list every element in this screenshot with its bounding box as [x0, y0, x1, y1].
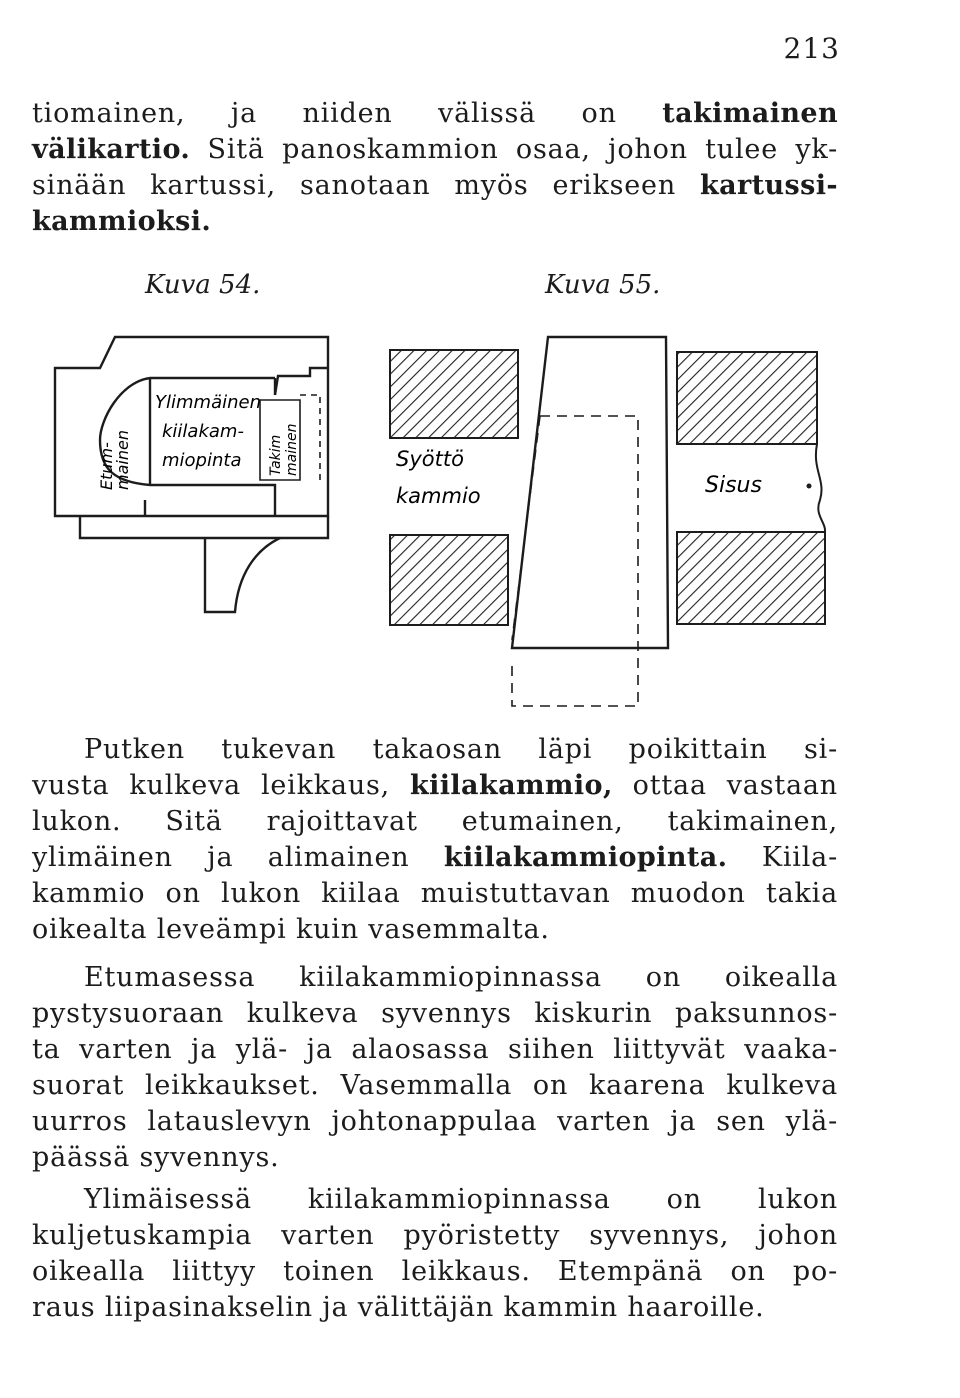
fig54-label-center-3: miopinta [162, 450, 242, 471]
term-kartussi: kartussi- [700, 170, 838, 201]
fig54-lower-step [145, 485, 275, 516]
figure-54-caption: Kuva 54. [145, 270, 261, 300]
text-line: kuljetuskampia varten pyöristetty syvennys, johon [32, 1220, 838, 1251]
figure-55-drawing [390, 337, 825, 706]
text-run: tiomainen, ja niiden välissä on [32, 98, 663, 129]
fig55-hatch-bottom-left [390, 535, 508, 625]
text-line: kammio on lukon kiilaa muistuttavan muodon takia [32, 878, 838, 909]
paragraph-2 [32, 960, 838, 1176]
text-run: vusta kulkeva leikkaus, [32, 770, 410, 801]
text-line: oikealta leveämpi kuin vasemmalta. [32, 914, 550, 945]
term-kiilakammiopinta: kiilakammiopinta. [443, 842, 728, 873]
fig55-hatch-top-left [390, 350, 518, 438]
text-run: Kiila- [727, 842, 838, 873]
term-takimainen: takimainen [662, 98, 838, 129]
paragraph-1 [32, 732, 838, 948]
text-line: uurros latauslevyn johtonappulaa varten ja sen ylä- [32, 1106, 838, 1137]
text-run: ylimäinen ja alimainen [32, 842, 444, 873]
term-kammioksi: kammioksi. [32, 206, 212, 237]
fig54-base [80, 516, 328, 538]
fig55-label-syotto-1: Syöttö [396, 447, 464, 471]
fig54-label-etumainen-2: mainen [113, 430, 132, 490]
text-line: suorat leikkaukset. Vasemmalla on kaarena kulkeva [32, 1070, 838, 1101]
page-number: 213 [783, 32, 840, 65]
fig54-label-takim-1: Takim [268, 434, 284, 476]
text-line: lukon. Sitä rajoittavat etumainen, takimainen, [32, 806, 838, 837]
paragraph-3 [32, 1182, 838, 1326]
fig54-dashed [300, 395, 320, 485]
text-line: päässä syvennys. [32, 1142, 280, 1173]
text-line: oikealla liittyy toinen leikkaus. Etempänä on po- [32, 1256, 838, 1287]
fig54-label-center-2: kiilakam- [162, 421, 244, 442]
fig54-stem [205, 538, 280, 612]
fig55-hatch-top-right [677, 352, 817, 444]
fig54-label-center-1: Ylimmäinen [155, 392, 261, 413]
fig54-label-etumainen-1: Etum- [97, 442, 116, 490]
text-line: raus liipasinakselin ja välittäjän kammin haaroille. [32, 1292, 765, 1323]
text-line: Etumasessa kiilakammiopinnassa on oikealla [84, 962, 838, 993]
text-line: pystysuoraan kulkeva syvennys kiskurin paksunnos- [32, 998, 838, 1029]
fig55-hatch-bottom-right [677, 532, 825, 624]
fig54-label-takim-2: mainen [284, 423, 300, 476]
fig55-wedge [512, 337, 668, 648]
fig55-label-syotto-2: kammio [396, 484, 481, 508]
fig54-right-notch [275, 368, 328, 395]
text-run: Sitä panoskammion osaa, johon tulee yk- [190, 134, 838, 165]
term-valikartio: välikartio. [32, 134, 191, 165]
fig55-dot [807, 484, 812, 489]
text-line: Ylimäisessä kiilakammiopinnassa on lukon [84, 1184, 838, 1215]
fig55-right-edge [816, 444, 825, 532]
text-line: ta varten ja ylä- ja alaosassa siihen liittyvät vaaka- [32, 1034, 838, 1065]
text-run: ottaa vastaan [612, 770, 838, 801]
fig55-label-sisus: Sisus [705, 473, 762, 498]
text-run: sinään kartussi, sanotaan myös erikseen [32, 170, 700, 201]
figure-55-caption: Kuva 55. [545, 270, 661, 300]
text-line: Putken tukevan takaosan läpi poikittain si- [84, 734, 838, 765]
term-kiilakammio: kiilakammio, [409, 770, 613, 801]
